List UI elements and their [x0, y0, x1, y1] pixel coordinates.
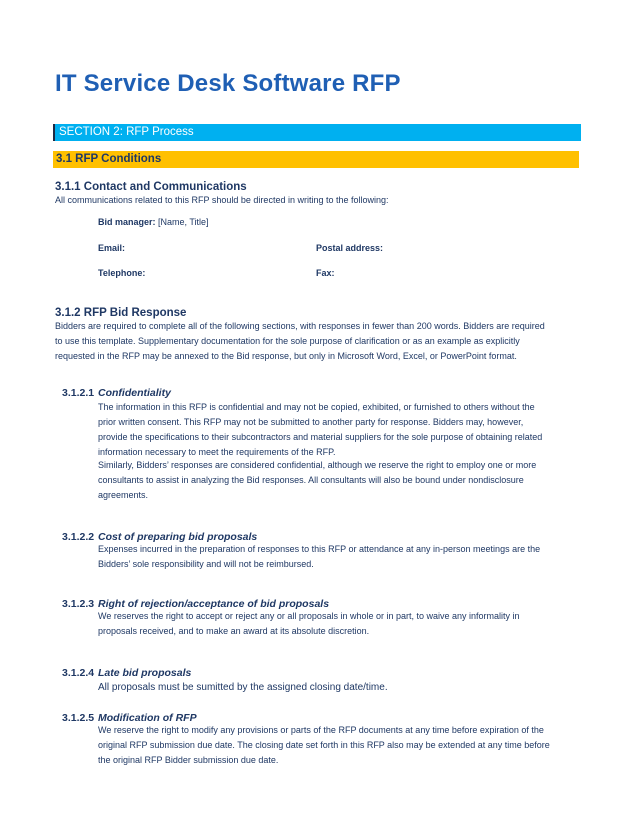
- conditions-header-bar: [53, 151, 579, 168]
- paragraph-line: agreements.: [98, 490, 149, 500]
- paragraph-line: Expenses incurred in the preparation of responses to this RFP or attendance at any in-person meetings are the: [98, 544, 541, 554]
- paragraph-line: prior written consent. This RFP may not be submitted to another party for response. Bidders may, however,: [98, 417, 524, 427]
- subsection-paragraph: [98, 542, 578, 572]
- conditions-header-text: 3.1 RFP Conditions: [56, 153, 162, 165]
- telephone-label: Telephone:: [98, 268, 146, 278]
- subsection-paragraph: [98, 400, 578, 460]
- paragraph-line: We reserve the right to modify any provisions or parts of the RFP documents at any time before expiration of the: [98, 725, 544, 735]
- contact-intro: All communications related to this RFP should be directed in writing to the following:: [55, 195, 389, 205]
- subsection-number: 3.1.2.1: [62, 387, 95, 399]
- subsection-title: Confidentiality: [98, 387, 171, 399]
- subsection-paragraph: [98, 458, 578, 503]
- bid-manager-line: [98, 215, 209, 230]
- paragraph-line: The information in this RFP is confidential and may not be copied, exhibited, or furnished to others without the: [98, 402, 535, 412]
- subsection-paragraph: [98, 723, 578, 768]
- paragraph-line: Similarly, Bidders’ responses are considered confidential, although we reserve the right to employ one or more: [98, 460, 537, 470]
- paragraph-line: Bidders’ sole responsibility and will not be reimbursed.: [98, 559, 314, 569]
- bid-response-line: requested in the RFP may be annexed to the Bid response, but only in Microsoft Word, Excel, or PowerPoint format.: [55, 351, 517, 361]
- bid-response-heading: 3.1.2 RFP Bid Response: [55, 307, 187, 319]
- subsection-title: Modification of RFP: [98, 712, 197, 724]
- bid-response-line: Bidders are required to complete all of the following sections, with responses in fewer than 200 words. Bidders are required: [55, 321, 545, 331]
- fax-label: Fax:: [316, 268, 335, 278]
- paragraph-line: provide the specifications to their subcontractors and material suppliers for the sole purpose of obtaining related: [98, 432, 543, 442]
- subsection-title: Cost of preparing bid proposals: [98, 531, 258, 543]
- paragraph-line: We reserves the right to accept or reject any or all proposals in whole or in part, to waive any informality in: [98, 611, 520, 621]
- section-header-bar: [53, 124, 581, 141]
- paragraph-line: original RFP submission due date. The closing date set forth in this RFP also may be extended at any time before: [98, 740, 550, 750]
- subsection-number: 3.1.2.5: [62, 712, 95, 724]
- bid-manager-value: [Name, Title]: [158, 217, 209, 227]
- email-label: Email:: [98, 243, 126, 253]
- paragraph-line: the original RFP Bidder submission due date.: [98, 755, 279, 765]
- subsection-paragraph: [98, 680, 578, 695]
- paragraph-line: consultants to assist in analyzing the Bid responses. All consultants will also be bound under nondisclosure: [98, 475, 524, 485]
- subsection-number: 3.1.2.3: [62, 598, 95, 610]
- bid-response-paragraph: [55, 319, 585, 364]
- subsection-number: 3.1.2.4: [62, 667, 95, 679]
- paragraph-line: information necessary to meet the requirements of the RFP.: [98, 447, 336, 457]
- section-header-text: SECTION 2: RFP Process: [59, 126, 194, 138]
- bid-manager-label: Bid manager:: [98, 217, 156, 227]
- subsection-title: Late bid proposals: [98, 667, 192, 679]
- subsection-paragraph: [98, 609, 578, 639]
- subsection-title: Right of rejection/acceptance of bid proposals: [98, 598, 330, 610]
- document-title: IT Service Desk Software RFP: [55, 70, 401, 97]
- contact-heading: 3.1.1 Contact and Communications: [55, 181, 247, 193]
- paragraph-line: All proposals must be sumitted by the assigned closing date/time.: [98, 682, 388, 693]
- postal-address-label: Postal address:: [316, 243, 384, 253]
- paragraph-line: proposals received, and to make an award at its absolute discretion.: [98, 626, 370, 636]
- bid-response-line: to use this template. Supplementary documentation for the sole purpose of clarification or as an example as explicitly: [55, 336, 520, 346]
- subsection-number: 3.1.2.2: [62, 531, 95, 543]
